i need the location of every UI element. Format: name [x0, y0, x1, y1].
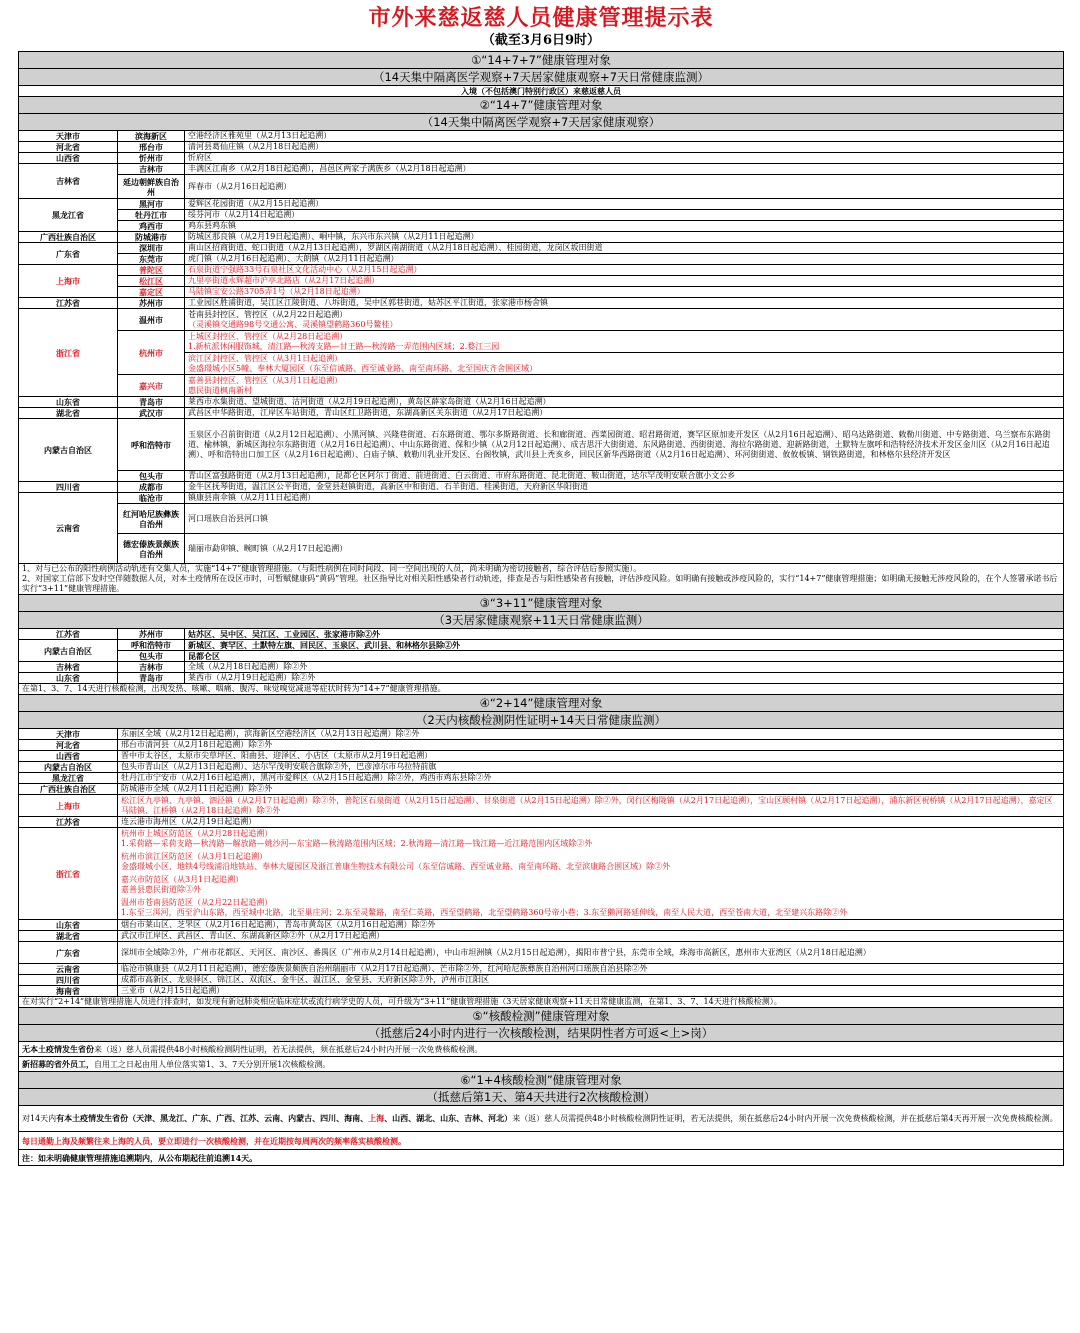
detail-cell: 河口瑶族自治县河口镇 [185, 504, 1064, 534]
detail-cell: 临沧市镇康县（从2月11日起追溯），德宏傣族景颇族自治州瑞丽市（从2月17日起追溯）、芒市除②外，红河哈尼族彝族自治州河口瑶族自治县除②外 [118, 964, 1064, 975]
detail-line: 1.新杭派休闲服饰城，清江路—秋涛支路—甘王路—秋涛路一弄范围内区域；2.婺江三园 [188, 341, 500, 351]
section5-header [19, 1008, 1064, 1025]
detail-cell: 鸡东县鸡东镇 [185, 221, 1064, 232]
section1-header [19, 52, 1064, 69]
city-cell: 临沧市 [118, 493, 185, 504]
city-cell: 青岛市 [118, 673, 185, 684]
section3-subheader [19, 612, 1064, 629]
province-cell: 内蒙古自治区 [19, 762, 118, 773]
detail-cell: 珲春市（从2月16日起追溯） [185, 175, 1064, 199]
detail-cell: 姑苏区、吴中区、吴江区、工业园区、张家港市除②外 [185, 629, 1064, 640]
row-text: 来（返）慈人员需提供48小时核酸检测阴性证明，若无法提供，须在抵慈后24小时内开展一次免费核酸检测，并在抵慈后第4天再开展一次免费核酸检测。 [512, 1114, 1058, 1123]
detail-cell: 防城区那良镇（从2月19日起追溯）、峒中镇，东兴市东兴镇（从2月11日起追溯） [185, 232, 1064, 243]
detail-line: 金盛璟城小区、地铁4号线浦沿地铁站、奉林大厦园区及浙江普康生物技术有限公司（东至信诚路、西至诚业路、南至南环路、北至滨康路合围区域）除②外 [121, 862, 671, 871]
detail-cell: 松江区九亭镇、九亭镇、泗泾镇（从2月17日起追溯）除②外，普陀区石泉街道（从2月15日起追溯）、甘泉街道（从2月15日起追溯）除②外，闵行区梅陇镇（从2月17日起追溯），宝山区顾村镇（从2月17日起追溯），浦东新区祝桥镇（从2月17日起追溯），嘉定区马陆镇、江桥镇（从2月18日起追溯）除②外 [118, 795, 1064, 817]
city-cell: 鸡西市 [118, 221, 185, 232]
section1-subtitle: （14天集中隔离医学观察+7天居家健康观察+7天日常健康监测） [19, 69, 1064, 86]
note-line: 2、对国家工信部下发时空伴随数据人员，对本土疫情所在设区市时，可暂赋健康码“黄码”管理。社区指导比对相关阳性感染者行动轨迹，排查是否与阳性感染者有接触，评估涉疫风险。如明确有接触或涉疫风险的，实行“14+7”健康管理措施；如明确无接触无涉疫风险的，在个人签署承诺书后实行“3+11”健康管理措施。 [22, 574, 1058, 593]
table-row [19, 817, 1064, 828]
detail-cell [185, 375, 1064, 397]
detail-line: 嘉善县封控区、管控区（从3月1日起追溯） [188, 375, 343, 385]
table-row [19, 975, 1064, 986]
table-row [19, 419, 1064, 471]
province-cell: 四川省 [19, 975, 118, 986]
table-row [19, 828, 1064, 920]
table-row [19, 221, 1064, 232]
detail-cell: 昆都仑区 [185, 651, 1064, 662]
section6-header [19, 1072, 1064, 1089]
city-cell: 嘉兴市 [118, 375, 185, 397]
city-cell: 成都市 [118, 482, 185, 493]
section3-header [19, 595, 1064, 612]
detail-cell: 马陆镇宝安公路3705弄1号（从2月18日起追溯） [185, 287, 1064, 298]
city-cell: 德宏傣族景颇族自治州 [118, 534, 185, 564]
province-cell: 海南省 [19, 986, 118, 997]
detail-cell: 邢台市清河县（从2月18日起追溯）除②外 [118, 740, 1064, 751]
province-cell: 吉林省 [19, 164, 118, 199]
table-row [19, 153, 1064, 164]
page-title: 市外来慈返慈人员健康管理提示表 [368, 5, 714, 31]
table-row [19, 309, 1064, 331]
section2-subheader [19, 114, 1064, 131]
table-row [19, 298, 1064, 309]
detail-cell [185, 331, 1064, 353]
detail-cell [118, 828, 1064, 920]
table-row [19, 986, 1064, 997]
detail-line: 上城区封控区、管控区（从2月28日起追溯） [188, 331, 348, 341]
row-lead: 无本土疫情发生省份 [22, 1043, 94, 1054]
detail-cell: 新城区、赛罕区、土默特左旗、回民区、玉泉区、武川县、和林格尔县除②外 [185, 640, 1064, 651]
detail-line: 惠民街道枫南新村 [188, 385, 252, 395]
detail-line: 温州市苍南县防范区（从2月22日起追溯） [121, 898, 273, 907]
province-cell: 广西壮族自治区 [19, 784, 118, 795]
city-cell: 邢台市 [118, 142, 185, 153]
table-row [19, 493, 1064, 504]
detail-line: 嘉兴市防范区（从3月1日起追溯） [121, 875, 244, 884]
table-row [19, 931, 1064, 942]
table-row [19, 331, 1064, 353]
city-cell: 温州市 [118, 309, 185, 331]
detail-cell: 金牛区抚琴街道，温江区公平街道，金堂县赵镇街道，高新区中和街道、石羊街道、桂溪街道，天府新区华阳街道 [185, 482, 1064, 493]
detail-cell: 镇康县南伞镇（从2月11日起追溯） [185, 493, 1064, 504]
province-cell: 湖北省 [19, 931, 118, 942]
section4-title: ④“2+14”健康管理对象 [19, 695, 1064, 712]
table-row [19, 276, 1064, 287]
detail-cell: 三亚市（从2月15日起追溯） [118, 986, 1064, 997]
section5-row [19, 1042, 1064, 1057]
section4-subtitle: （2天内核酸检测阴性证明+14天日常健康监测） [19, 712, 1064, 729]
row-lead: 、山西、湖北、山东、吉林、河北） [384, 1113, 513, 1123]
table-row [19, 375, 1064, 397]
section6-row: 每日通勤上海及频繁往来上海的人员，要立即进行一次核酸检测，并在近期按每周两次的频率落实核酸检测。 [19, 1132, 1064, 1150]
section2-notes [19, 564, 1064, 595]
detail-cell: 莱西市水集街道、望城街道、沽河街道（从2月19日起追溯），黄岛区薛家岛街道（从2月16日起追溯） [185, 397, 1064, 408]
city-cell: 松江区 [118, 276, 185, 287]
city-cell: 黑河市 [118, 199, 185, 210]
province-cell: 内蒙古自治区 [19, 419, 118, 482]
table-row [19, 471, 1064, 482]
detail-line: 金盛璟城小区5幢、奉林大厦园区（东至信诚路、西至诚业路、南至南环路、北至国庆齐舍围区域） [188, 363, 538, 373]
table-row [19, 287, 1064, 298]
table-row [19, 210, 1064, 221]
table-row [19, 784, 1064, 795]
table-row [19, 232, 1064, 243]
section5-row [19, 1057, 1064, 1072]
table-row [19, 673, 1064, 684]
section3-note: 在第1、3、7、14天进行核酸检测，出现发热、咳嗽、咽痛、腹泻、味觉嗅觉减退等症状时转为“14+7”健康管理措施。 [19, 684, 1064, 695]
section6-subtitle: （抵慈后第1天、第4天共进行2次核酸检测） [19, 1089, 1064, 1106]
section4-header [19, 695, 1064, 712]
detail-cell: 工业园区胜浦街道，吴江区江陵街道、八坼街道，吴中区郭巷街道，姑苏区平江街道，张家港市杨舍镇 [185, 298, 1064, 309]
section4-note: 在对实行“2+14”健康管理措施人员进行排查时，如发现有新冠肺炎相应临床症状或流行病学史的人员，可升级为“3+11”健康管理措施（3天居家健康观察+11天日常健康监测，在第1、3、7、14天进行核酸检测）。 [19, 997, 1064, 1008]
detail-cell: 空港经济区雅苑里（从2月13日起追溯） [185, 131, 1064, 142]
table-row [19, 534, 1064, 564]
city-cell: 呼和浩特市 [118, 419, 185, 471]
row-text: 对14天内 [22, 1114, 57, 1123]
city-cell: 青岛市 [118, 397, 185, 408]
section6-row [19, 1106, 1064, 1132]
province-cell: 山东省 [19, 920, 118, 931]
detail-line: 1.东至三洱河，西至沪山东路，西至城中北路，北至巢庄河；2.东至灵鳌路，南至仁英路，西至望鹤路，北至望鹤路360号帝小巷；3.东至獭河路延伸线，南至人民大道，西至苍南大道，北至建兴东路除②外 [121, 908, 848, 917]
section5-title: ⑤“核酸检测”健康管理对象 [19, 1008, 1064, 1025]
row-lead: 新招募的省外员工， [22, 1058, 94, 1069]
detail-cell: 九里亭街道永辉超市沪亭北路店（从2月17日起追溯） [185, 276, 1064, 287]
detail-cell: 连云港市海州区（从2月19日起追溯） [118, 817, 1064, 828]
city-cell: 忻州市 [118, 153, 185, 164]
province-cell: 吉林省 [19, 662, 118, 673]
section1-subheader [19, 69, 1064, 86]
detail-cell: 南山区招商街道、蛇口街道（从2月13日起追溯），罗湖区南湖街道（从2月18日起追溯）、桂园街道，龙岗区坂田街道 [185, 243, 1064, 254]
table-row [19, 1132, 1064, 1150]
province-cell: 云南省 [19, 964, 118, 975]
city-cell: 包头市 [118, 471, 185, 482]
detail-line: 滨江区封控区、管控区（从3月1日起追溯） [188, 353, 343, 363]
city-cell: 滨海新区 [118, 131, 185, 142]
table-row [19, 1150, 1064, 1166]
table-row [19, 942, 1064, 964]
table-row [19, 1106, 1064, 1132]
province-cell: 上海市 [19, 795, 118, 817]
table-row [19, 795, 1064, 817]
province-cell: 浙江省 [19, 828, 118, 920]
row-text: 来（返）慈人员需提供48小时核酸检测阴性证明，若无法提供，须在抵慈后24小时内开展一次免费核酸检测。 [94, 1044, 483, 1054]
table-row [19, 86, 1064, 97]
city-cell: 吉林市 [118, 164, 185, 175]
province-cell: 山东省 [19, 397, 118, 408]
province-cell: 山西省 [19, 751, 118, 762]
page-subtitle: （截至3月6日9时） [481, 33, 601, 48]
detail-cell: 玉泉区小召前街街道（从2月12日起追溯）、小黑河镇、兴隆巷街道、石东路街道、鄂尔多斯路街道、长和廊街道、西菜园街道、昭君路街道，赛罕区原加麦开发区（从2月16日起追溯）、昭乌达路街道、敕勒川街道、中专路街道、乌兰察布东路街道、榆林镇，新城区海拉尔东路街道（从2月16日起追溯）、中山东路街道、保和少镇（从2月12日起追溯）、成吉思汗大街街道、东风路街道、西街街道、海拉尔路街道、迎新路街道，土默特左旗呼和浩特经济技术开发区金川区（从2月16日起追溯）、呼和浩特出口加工区（从2月16日起追溯）、白庙子镇、敕勒川乳业开发区、台阁牧镇，武川县上秃亥乡，回民区新华西路街道（从2月16日起追溯）、环河街街道、攸攸板镇、钢铁路街道，和林格尔县经济开发区 [185, 419, 1064, 471]
health-management-table [18, 51, 1064, 1166]
section5-subheader [19, 1025, 1064, 1042]
table-row [19, 640, 1064, 651]
table-row [19, 564, 1064, 595]
city-cell: 吉林市 [118, 662, 185, 673]
detail-cell: 武昌区中华路街道，江岸区车站街道，青山区红卫路街道，东湖高新区关东街道（从2月17日起追溯） [185, 408, 1064, 419]
table-row [19, 1042, 1064, 1057]
city-cell: 嘉定区 [118, 287, 185, 298]
province-cell: 山西省 [19, 153, 118, 164]
city-cell: 深圳市 [118, 243, 185, 254]
row-highlight: 上海 [368, 1113, 385, 1123]
section1-title: ①“14+7+7”健康管理对象 [19, 52, 1064, 69]
province-cell: 江苏省 [19, 298, 118, 309]
table-row [19, 142, 1064, 153]
detail-cell: 丰满区江南乡（从2月18日起追溯），昌邑区两家子满族乡（从2月18日起追溯） [185, 164, 1064, 175]
province-cell: 江苏省 [19, 817, 118, 828]
detail-cell: 成都市高新区、龙泉驿区、锦江区、双流区、金牛区、温江区、金堂县、天府新区除②外，泸州市江阳区 [118, 975, 1064, 986]
detail-line: 杭州市滨江区防范区（从3月1日起追溯） [121, 852, 268, 861]
table-row [19, 504, 1064, 534]
city-cell: 防城港市 [118, 232, 185, 243]
table-row [19, 651, 1064, 662]
table-row [19, 243, 1064, 254]
detail-cell: 深圳市全域除②外，广州市花都区、天河区、南沙区、番禺区（广州市从2月14日起追溯），中山市坦洲镇（从2月15日起追溯），揭阳市普宁县，东莞市全域，珠海市高新区，惠州市大亚湾区（从2月18日起追溯） [118, 942, 1064, 964]
province-cell: 上海市 [19, 265, 118, 298]
province-cell: 广东省 [19, 243, 118, 265]
province-cell: 广东省 [19, 942, 118, 964]
section2-header [19, 97, 1064, 114]
detail-line: 1.采荷路—采荷支路—秋涛路—解放路—姚沙河—东宝路—秋涛路范围内区域；2.秋涛路—清江路—钱江路—近江路范围内区域除②外 [121, 839, 593, 848]
table-row [19, 1057, 1064, 1072]
note-line: 1、对与已公布的阳性病例活动轨迹有交集人员，实施“14+7”健康管理措施。（与阳性病例在同时间段、同一空间出现的人员，尚未明确为密切接触者，综合评估后参照实施）。 [22, 564, 642, 573]
detail-cell: 全域（从2月18日起追溯）除②外 [185, 662, 1064, 673]
province-cell: 山东省 [19, 673, 118, 684]
row-lead: 有本土疫情发生省份（天津、黑龙江、广东、广西、江苏、云南、内蒙古、四川、海南、 [56, 1113, 369, 1123]
province-cell: 内蒙古自治区 [19, 640, 118, 662]
table-row [19, 265, 1064, 276]
province-cell: 河北省 [19, 740, 118, 751]
city-cell: 包头市 [118, 651, 185, 662]
table-row [19, 482, 1064, 493]
table-row [19, 762, 1064, 773]
detail-line: 杭州市上城区防范区（从2月28日起追溯） [121, 829, 273, 838]
province-cell: 四川省 [19, 482, 118, 493]
section2-title: ②“14+7”健康管理对象 [19, 97, 1064, 114]
detail-cell: 东丽区全域（从2月12日起追溯），滨海新区空港经济区（从2月13日起追溯）除②外 [118, 729, 1064, 740]
detail-line: （灵溪镇交通路98号交通公寓、灵溪镇望鹤路360号鳌桂） [188, 319, 398, 329]
section3-subtitle: （3天居家健康观察+11天日常健康监测） [19, 612, 1064, 629]
detail-line: 苍南县封控区、管控区（从2月22日起追溯） [188, 309, 348, 319]
detail-cell: 清河县葛仙庄镇（从2月18日起追溯） [185, 142, 1064, 153]
province-cell: 湖北省 [19, 408, 118, 419]
detail-cell: 青山区富强路街道（从2月13日起追溯），昆都仑区阿尔丁街道、前进街道、白云街道、市府东路街道、昆北街道、鞍山街道，达尔罕茂明安联合旗小文公乡 [185, 471, 1064, 482]
province-cell: 河北省 [19, 142, 118, 153]
city-cell: 呼和浩特市 [118, 640, 185, 651]
city-cell: 杭州市 [118, 331, 185, 375]
province-cell: 江苏省 [19, 629, 118, 640]
section6-footnote: 注：如未明确健康管理措施追溯期内，从公布期起往前追溯14天。 [19, 1150, 1064, 1166]
city-cell: 武汉市 [118, 408, 185, 419]
province-cell: 黑龙江省 [19, 773, 118, 784]
detail-cell: 虎门镇（从2月16日起追溯）、大朗镇（从2月11日起追溯） [185, 254, 1064, 265]
table-row [19, 773, 1064, 784]
city-cell: 红河哈尼族彝族自治州 [118, 504, 185, 534]
city-cell: 东莞市 [118, 254, 185, 265]
table-row [19, 629, 1064, 640]
table-row [19, 964, 1064, 975]
table-row [19, 199, 1064, 210]
city-cell: 苏州市 [118, 298, 185, 309]
province-cell: 浙江省 [19, 309, 118, 397]
section3-title: ③“3+11”健康管理对象 [19, 595, 1064, 612]
table-row [19, 740, 1064, 751]
detail-cell: 瑞丽市勐卯镇、畹町镇（从2月17日起追溯） [185, 534, 1064, 564]
table-row [19, 254, 1064, 265]
table-row [19, 662, 1064, 673]
table-row [19, 131, 1064, 142]
city-cell: 苏州市 [118, 629, 185, 640]
detail-cell: 武汉市江岸区、武昌区、青山区、东湖高新区除②外（从2月17日起追溯） [118, 931, 1064, 942]
section2-subtitle: （14天集中隔离医学观察+7天居家健康观察） [19, 114, 1064, 131]
table-row [19, 164, 1064, 175]
section5-subtitle: （抵慈后24小时内进行一次核酸检测，结果阴性者方可返<上>岗） [19, 1025, 1064, 1042]
table-row [19, 408, 1064, 419]
table-row [19, 729, 1064, 740]
city-cell: 牡丹江市 [118, 210, 185, 221]
province-cell: 天津市 [19, 131, 118, 142]
section1-row: 入境（不包括澳门特别行政区）来慈返慈人员 [19, 86, 1064, 97]
detail-line: 嘉善县惠民街道除②外 [121, 885, 201, 894]
row-text: 自用工之日起由用人单位落实第1、3、7天分别开展1次核酸检测。 [94, 1059, 331, 1069]
table-row [19, 751, 1064, 762]
province-cell: 云南省 [19, 493, 118, 564]
detail-cell: 爱辉区花园街道（从2月15日起追溯） [185, 199, 1064, 210]
detail-cell: 晋中市太谷区，太原市尖草坪区、阳曲县、迎泽区、小店区（太原市从2月19日起追溯） [118, 751, 1064, 762]
table-row [19, 997, 1064, 1008]
section6-subheader [19, 1089, 1064, 1106]
detail-cell: 莱西市（从2月19日起追溯）除②外 [185, 673, 1064, 684]
province-cell: 黑龙江省 [19, 199, 118, 232]
detail-cell [185, 353, 1064, 375]
section4-subheader [19, 712, 1064, 729]
detail-cell: 绥芬河市（从2月14日起追溯） [185, 210, 1064, 221]
table-row [19, 175, 1064, 199]
table-row [19, 920, 1064, 931]
detail-cell: 防城港市全域（从2月11日起追溯）除②外 [118, 784, 1064, 795]
detail-cell: 牡丹江市宁安市（从2月16日起追溯），黑河市爱辉区（从2月15日起追溯）除②外，鸡西市鸡东县除②外 [118, 773, 1064, 784]
detail-cell: 石泉街道宁强路33号石泉社区文化活动中心（从2月15日起追溯） [185, 265, 1064, 276]
detail-cell: 忻府区 [185, 153, 1064, 164]
table-row [19, 684, 1064, 695]
city-cell: 普陀区 [118, 265, 185, 276]
detail-cell [185, 309, 1064, 331]
city-cell: 延边朝鲜族自治州 [118, 175, 185, 199]
province-cell: 天津市 [19, 729, 118, 740]
province-cell: 广西壮族自治区 [19, 232, 118, 243]
section6-title: ⑥“1+4核酸检测”健康管理对象 [19, 1072, 1064, 1089]
detail-cell: 包头市青山区（从2月13日起追溯）、达尔罕茂明安联合旗除②外，巴彦淖尔市乌拉特前旗 [118, 762, 1064, 773]
table-row [19, 397, 1064, 408]
detail-cell: 烟台市莱山区、芝罘区（从2月16日起追溯），青岛市黄岛区（从2月16日起追溯）除②外 [118, 920, 1064, 931]
